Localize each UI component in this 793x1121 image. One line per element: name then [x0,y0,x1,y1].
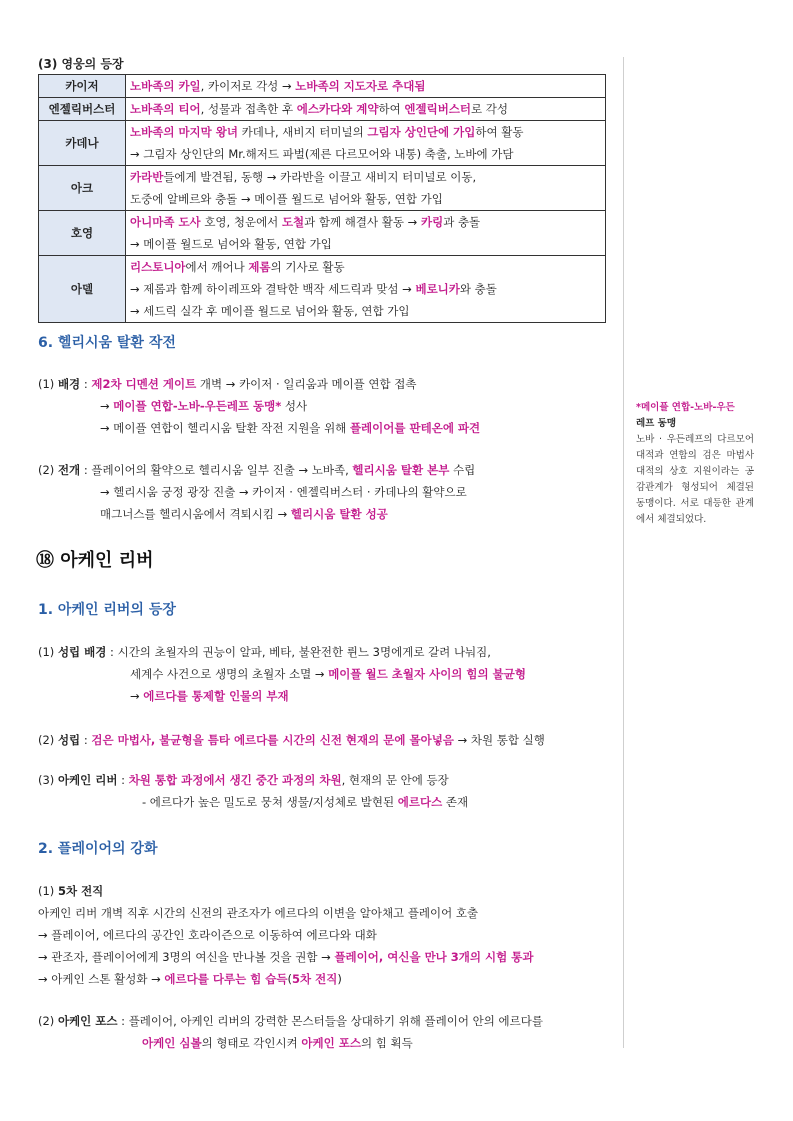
body-text: , 성물과 접촉한 후 [200,102,297,116]
hero-name: 카데나 [39,121,126,166]
highlight-text: 에스카다와 계약 [296,102,379,116]
hero-row [39,75,606,98]
hero-description [126,256,606,323]
hero-description-line [130,75,601,97]
body-text: : [80,733,92,747]
body-text: (3) [38,773,58,787]
highlight-text: 헬리시움 탈환 성공 [290,507,388,521]
label-text: 성립 [57,733,81,747]
text-line [100,506,388,522]
heroes-heading: (3) 영웅의 등장 [38,57,124,71]
highlight-text: 메이플 월드 초월자 사이의 힘의 불균형 [328,667,526,681]
hero-description [126,75,606,98]
body-text: 하여 활동 [475,125,524,139]
body-text: (1) [38,645,58,659]
highlight-text: 노바족의 티어 [130,102,201,116]
text-line [142,1035,413,1051]
highlight-text: 검은 마법사, 불균형을 틈타 에르다를 시간의 신전 현재의 문에 몰아넣음 [91,733,454,747]
highlight-text: 에르다를 다루는 힘 습득 [164,972,288,986]
side-note-body: 노바 · 우든레프의 다르모어 대적과 연합의 검은 마법사 대적의 상호 지원이라는 공감관계가 형성되어 체결된 동맹이다. 서로 대등한 관계에서 체결되었다. [636,434,754,525]
label-text: 성립 배경 [57,645,107,659]
hero-description-line [130,211,601,233]
body-text: (2) [38,1014,58,1028]
body-text: , 카이저로 각성 → [200,79,296,93]
hero-description-line [130,233,601,255]
body-text: (1) [38,377,58,391]
hero-description-line [130,166,601,188]
label-text: 아케인 포스 [57,1014,118,1028]
highlight-text: 플레이어를 판테온에 파견 [349,421,481,435]
highlight-text: 노바족의 마지막 왕녀 [130,125,238,139]
body-text: 과 충돌 [443,215,481,229]
body-text: , 현재의 문 안에 등장 [341,773,449,787]
label-text: 전개 [57,463,81,477]
body-text: : [80,377,92,391]
body-text: 성사 [281,399,308,413]
body-text: ( [287,972,293,986]
highlight-text: 도철 [281,215,305,229]
body-text: → 제롬과 함께 하이레프와 결탁한 백작 세드릭과 맞섬 → [130,282,416,296]
body-text: 카데나, 새비지 터미널의 [238,125,368,139]
body-text: - 에르다가 높은 밀도로 뭉쳐 생물/지성체로 발현된 [142,795,398,809]
text-line [38,732,545,748]
hero-name: 호영 [39,211,126,256]
hero-name: 카이저 [39,75,126,98]
highlight-text: 5차 전직 [292,972,338,986]
highlight-text: 베로니카 [415,282,460,296]
body-text: 개벽 → 카이저 · 일리움과 메이플 연합 접촉 [196,377,417,391]
hero-description-line [130,300,601,322]
hero-row [39,121,606,166]
hero-name: 엔젤릭버스터 [39,98,126,121]
text-line [38,376,417,392]
body-text: 들에게 발견됨, 동행 → 카라반을 이끌고 새비지 터미널로 이동, [163,170,477,184]
hero-description-line [130,188,601,210]
hero-description-line [130,143,601,165]
highlight-text: 노바족의 카일 [130,79,201,93]
label-text: 아케인 리버 [57,773,118,787]
text-line [100,398,307,414]
body-text: → 관조자, 플레이어에게 3명의 여신을 만나볼 것을 권함 → [38,950,335,964]
hero-row [39,98,606,121]
body-text: → 메이플 연합이 헬리시움 탈환 작전 지원을 위해 [100,421,350,435]
heroes-table [38,74,606,323]
hero-row [39,166,606,211]
text-line [38,772,449,788]
hero-row [39,256,606,323]
body-text: 에서 깨어나 [185,260,249,274]
body-text: 의 형태로 각인시켜 [201,1036,302,1050]
text-line [130,688,289,704]
highlight-text: 에르다스 [397,795,443,809]
hero-description [126,121,606,166]
body-text: : 플레이어, 아케인 리버의 강력한 몬스터들을 상대하기 위해 플레이어 안의 에르다를 [117,1014,543,1028]
text-line [100,420,480,436]
hero-description-line [130,121,601,143]
text-line [38,462,475,478]
side-note-title-cont: 레프 동맹 [636,418,677,429]
highlight-text: 헬리시움 탈환 본부 [352,463,450,477]
side-note-title: *메이플 연합-노바-우든 [636,402,735,413]
text-line [38,644,491,660]
highlight-text: 제롬 [248,260,271,274]
highlight-text: 노바족의 지도자로 추대됨 [295,79,426,93]
highlight-text: 제2차 디멘션 게이트 [91,377,197,391]
chapter18-sub1: 1. 아케인 리버의 등장 [38,602,176,618]
body-text: (2) [38,733,58,747]
text-line [38,949,533,965]
body-text: 과 함께 해결사 활동 → [304,215,421,229]
text-line [130,666,526,682]
label-text: 5차 전직 [57,884,104,898]
text-line [38,905,478,921]
highlight-text: 카라반 [130,170,164,184]
highlight-text: 카링 [420,215,444,229]
body-text: → 아케인 스톤 활성화 → [38,972,165,986]
body-text: : 시간의 초월자의 권능이 알파, 베타, 불완전한 륀느 3명에게로 갈려 나눠짐, [106,645,491,659]
body-text: 존재 [442,795,469,809]
text-line [38,883,103,899]
highlight-text: 아케인 심볼 [142,1036,202,1050]
chapter18-title: ⑱ 아케인 리버 [36,550,154,571]
body-text: (1) [38,884,58,898]
hero-description-line [130,98,601,120]
body-text: → 세드릭 실각 후 메이플 월드로 넘어와 활동, 연합 가입 [130,304,410,318]
side-note [636,400,754,528]
body-text: 의 힘 획득 [360,1036,413,1050]
body-text: 와 충돌 [459,282,497,296]
body-text: → 헬리시움 궁정 광장 진출 → 카이저 · 엔젤릭버스터 · 카데나의 활약으로 [100,485,467,499]
body-text: 수립 [449,463,476,477]
body-text: ) [337,972,342,986]
text-line [100,484,467,500]
section6-title: 6. 헬리시움 탈환 작전 [38,335,176,351]
highlight-text: 에르다를 통제할 인물의 부재 [143,689,289,703]
text-line [38,1013,543,1029]
body-text: : 플레이어의 활약으로 헬리시움 일부 진출 → 노바족, [80,463,353,477]
highlight-text: 아니마족 도사 [130,215,201,229]
highlight-text: 메이플 연합-노바-우든레프 동맹* [113,399,282,413]
hero-row [39,211,606,256]
body-text: → 플레이어, 에르다의 공간인 호라이즌으로 이동하여 에르다와 대화 [38,928,377,942]
hero-description-line [130,256,601,278]
hero-description [126,98,606,121]
body-text: : [117,773,129,787]
body-text: (2) [38,463,58,477]
body-text: 아케인 리버 개벽 직후 시간의 신전의 관조자가 에르다의 이변을 알아채고 플레이어 호출 [38,906,479,920]
highlight-text: 그림자 상인단에 가입 [367,125,476,139]
body-text: 호영, 청운에서 [200,215,282,229]
body-text: 로 각성 [471,102,509,116]
body-text: → 메이플 월드로 넘어와 활동, 연합 가입 [130,237,332,251]
body-text: 도중에 알베르와 충돌 → 메이플 월드로 넘어와 활동, 연합 가입 [130,192,443,206]
chapter18-sub2: 2. 플레이어의 강화 [38,841,158,857]
highlight-text: 리스토니아 [130,260,186,274]
highlight-text: 엔젤릭버스터 [404,102,472,116]
highlight-text: 차원 통합 과정에서 생긴 중간 과정의 차원 [128,773,342,787]
body-text: 매그너스를 헬리시움에서 격퇴시킴 → [100,507,291,521]
body-text: → 그림자 상인단의 Mr.해저드 파벌(제른 다르모어와 내통) 축출, 노바에 가담 [130,147,514,161]
hero-description [126,166,606,211]
body-text: → [100,399,114,413]
body-text: → 차원 통합 실행 [453,733,545,747]
margin-divider [623,57,624,1048]
hero-name: 아크 [39,166,126,211]
hero-description [126,211,606,256]
body-text: → [130,689,144,703]
highlight-text: 아케인 포스 [301,1036,361,1050]
hero-name: 아델 [39,256,126,323]
text-line [38,971,342,987]
hero-description-line [130,278,601,300]
label-text: 배경 [57,377,81,391]
text-line [142,794,468,810]
text-line [38,927,377,943]
highlight-text: 플레이어, 여신을 만나 3개의 시험 통과 [334,950,534,964]
body-text: 세계수 사건으로 생명의 초월자 소멸 → [130,667,329,681]
body-text: 하여 [378,102,405,116]
body-text: 의 기사로 활동 [270,260,345,274]
